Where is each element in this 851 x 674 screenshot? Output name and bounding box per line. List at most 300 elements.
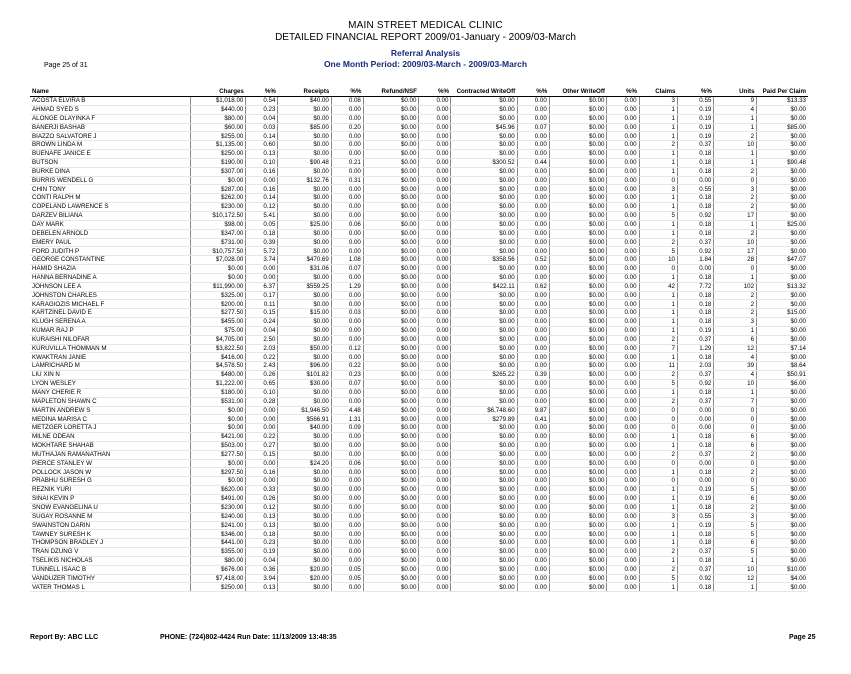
- row-value-cell: $0.00: [363, 415, 419, 424]
- row-value-cell: 0: [639, 176, 677, 185]
- row-value-cell: 0.00: [419, 424, 451, 433]
- row-value-cell: $85.00: [757, 123, 808, 132]
- row-value-cell: $0.00: [757, 530, 808, 539]
- row-value-cell: $0.00: [451, 380, 517, 389]
- row-value-cell: $0.00: [451, 220, 517, 229]
- row-value-cell: $0.00: [363, 291, 419, 300]
- row-value-cell: 0.00: [331, 229, 363, 238]
- row-value-cell: 0.21: [331, 158, 363, 167]
- row-value-cell: 10: [714, 565, 757, 574]
- row-value-cell: 5.72: [246, 247, 278, 256]
- row-value-cell: $0.00: [363, 521, 419, 530]
- row-value-cell: 0: [639, 459, 677, 468]
- row-value-cell: 3: [639, 97, 677, 106]
- row-value-cell: 0.00: [419, 406, 451, 415]
- row-value-cell: $0.00: [549, 335, 607, 344]
- row-value-cell: 0.55: [678, 97, 714, 106]
- row-value-cell: 0.55: [678, 512, 714, 521]
- row-value-cell: $0.00: [451, 114, 517, 123]
- row-value-cell: 0.03: [331, 309, 363, 318]
- row-value-cell: $0.00: [757, 238, 808, 247]
- row-name-cell: GEORGE CONSTANTINE: [30, 256, 190, 265]
- row-value-cell: $0.00: [278, 353, 331, 362]
- row-value-cell: 1: [639, 539, 677, 548]
- footer-report-by: Report By: ABC LLC: [30, 634, 99, 641]
- row-value-cell: 0.00: [517, 105, 549, 114]
- row-value-cell: $0.00: [757, 477, 808, 486]
- row-value-cell: $0.00: [757, 132, 808, 141]
- row-value-cell: $0.00: [451, 344, 517, 353]
- row-value-cell: $0.00: [757, 185, 808, 194]
- row-value-cell: 0.00: [607, 265, 639, 274]
- row-value-cell: $0.00: [549, 167, 607, 176]
- row-value-cell: $15.00: [757, 309, 808, 318]
- row-value-cell: 0.54: [246, 97, 278, 106]
- row-value-cell: 0.00: [607, 415, 639, 424]
- row-value-cell: $531.00: [190, 397, 246, 406]
- row-value-cell: 0.24: [246, 318, 278, 327]
- row-value-cell: 0.00: [419, 565, 451, 574]
- row-value-cell: $0.00: [278, 494, 331, 503]
- row-value-cell: $0.00: [549, 185, 607, 194]
- row-value-cell: 0.00: [419, 415, 451, 424]
- row-value-cell: 0.00: [419, 530, 451, 539]
- row-value-cell: $0.00: [549, 512, 607, 521]
- row-value-cell: $0.00: [451, 459, 517, 468]
- row-value-cell: 1: [714, 583, 757, 592]
- row-value-cell: $277.50: [190, 309, 246, 318]
- row-value-cell: 10: [714, 380, 757, 389]
- row-value-cell: 0.16: [246, 468, 278, 477]
- row-value-cell: $4,705.00: [190, 335, 246, 344]
- row-name-cell: VANDUZER TIMOTHY: [30, 574, 190, 583]
- row-value-cell: $1,946.50: [278, 406, 331, 415]
- table-row: [30, 132, 808, 141]
- row-value-cell: $0.00: [363, 335, 419, 344]
- row-value-cell: $0.00: [757, 459, 808, 468]
- row-value-cell: 0.07: [331, 265, 363, 274]
- row-value-cell: $0.00: [363, 132, 419, 141]
- table-row: [30, 459, 808, 468]
- row-value-cell: 0.00: [419, 238, 451, 247]
- row-value-cell: 1: [639, 273, 677, 282]
- row-value-cell: 0.13: [246, 150, 278, 159]
- row-value-cell: 0.00: [517, 388, 549, 397]
- row-value-cell: $255.00: [190, 132, 246, 141]
- row-value-cell: $0.00: [549, 539, 607, 548]
- row-value-cell: $0.00: [363, 380, 419, 389]
- row-value-cell: 7: [639, 344, 677, 353]
- row-value-cell: $98.00: [190, 220, 246, 229]
- row-value-cell: 0.00: [331, 468, 363, 477]
- row-value-cell: $0.00: [451, 273, 517, 282]
- row-value-cell: $0.00: [363, 530, 419, 539]
- row-value-cell: $0.00: [757, 353, 808, 362]
- row-value-cell: 0.13: [246, 521, 278, 530]
- row-value-cell: 0.00: [517, 397, 549, 406]
- row-value-cell: $0.00: [278, 150, 331, 159]
- row-value-cell: 0.39: [246, 238, 278, 247]
- table-row: [30, 539, 808, 548]
- row-value-cell: 0.00: [517, 556, 549, 565]
- row-value-cell: $0.00: [363, 114, 419, 123]
- row-value-cell: $0.00: [549, 415, 607, 424]
- row-value-cell: $0.00: [757, 211, 808, 220]
- row-value-cell: 0.00: [678, 406, 714, 415]
- row-value-cell: 0.00: [419, 291, 451, 300]
- table-row: [30, 415, 808, 424]
- row-value-cell: 3: [714, 318, 757, 327]
- row-value-cell: 0.19: [678, 326, 714, 335]
- row-value-cell: 2: [714, 132, 757, 141]
- row-value-cell: 0: [714, 415, 757, 424]
- row-value-cell: 1: [714, 273, 757, 282]
- table-row: [30, 477, 808, 486]
- row-value-cell: 0.00: [419, 539, 451, 548]
- row-value-cell: 0.37: [678, 371, 714, 380]
- row-value-cell: $277.50: [190, 450, 246, 459]
- row-value-cell: 0.00: [517, 247, 549, 256]
- row-value-cell: 0.00: [419, 433, 451, 442]
- row-value-cell: $0.00: [363, 583, 419, 592]
- row-value-cell: $10,757.50: [190, 247, 246, 256]
- row-value-cell: $0.00: [278, 247, 331, 256]
- row-value-cell: 0.00: [419, 114, 451, 123]
- row-value-cell: 0.00: [517, 433, 549, 442]
- row-value-cell: $0.00: [363, 282, 419, 291]
- row-value-cell: 0.13: [246, 583, 278, 592]
- row-value-cell: 5: [639, 380, 677, 389]
- row-value-cell: 0.00: [246, 415, 278, 424]
- row-value-cell: 0.18: [678, 441, 714, 450]
- row-value-cell: $0.00: [451, 335, 517, 344]
- table-row: [30, 211, 808, 220]
- row-value-cell: 0.00: [419, 450, 451, 459]
- row-name-cell: SNOW EVANGELINA U: [30, 503, 190, 512]
- row-value-cell: 42: [639, 282, 677, 291]
- row-value-cell: 1: [639, 388, 677, 397]
- row-value-cell: 3.94: [246, 574, 278, 583]
- report-subtitle: Referral Analysis: [390, 48, 461, 58]
- row-value-cell: 0.00: [607, 450, 639, 459]
- row-value-cell: $470.69: [278, 256, 331, 265]
- row-value-cell: 0.00: [419, 185, 451, 194]
- row-value-cell: 0.00: [517, 273, 549, 282]
- row-value-cell: 1: [714, 388, 757, 397]
- row-value-cell: 0.00: [517, 220, 549, 229]
- row-value-cell: 0.00: [607, 362, 639, 371]
- column-header: %%: [246, 80, 278, 97]
- row-value-cell: $0.00: [549, 380, 607, 389]
- row-value-cell: 0.00: [607, 176, 639, 185]
- row-value-cell: $180.00: [190, 388, 246, 397]
- row-name-cell: REZNIK YURI: [30, 486, 190, 495]
- row-value-cell: $0.00: [757, 441, 808, 450]
- row-value-cell: $0.00: [278, 556, 331, 565]
- row-value-cell: 0.00: [517, 583, 549, 592]
- row-value-cell: 0.00: [331, 300, 363, 309]
- row-value-cell: $0.00: [451, 167, 517, 176]
- row-value-cell: 0.00: [331, 388, 363, 397]
- row-value-cell: 0.18: [678, 530, 714, 539]
- row-value-cell: $0.00: [278, 521, 331, 530]
- row-name-cell: TAWNEY SURESH K: [30, 530, 190, 539]
- row-name-cell: BIAZZO SALVATORE J: [30, 132, 190, 141]
- row-value-cell: 0.00: [419, 97, 451, 106]
- row-value-cell: 0.12: [331, 344, 363, 353]
- row-value-cell: 2: [714, 194, 757, 203]
- row-value-cell: $0.00: [363, 406, 419, 415]
- row-value-cell: 0: [639, 424, 677, 433]
- row-value-cell: 0.00: [517, 344, 549, 353]
- row-value-cell: $0.00: [363, 459, 419, 468]
- row-value-cell: 0.00: [331, 211, 363, 220]
- row-value-cell: 0.37: [678, 450, 714, 459]
- row-value-cell: 0.44: [517, 158, 549, 167]
- row-value-cell: 6: [714, 335, 757, 344]
- row-value-cell: $0.00: [451, 486, 517, 495]
- row-name-cell: ACOSTA ELVIRA B: [30, 97, 190, 106]
- table-row: [30, 158, 808, 167]
- row-value-cell: 0.00: [607, 309, 639, 318]
- row-value-cell: 0.00: [517, 203, 549, 212]
- row-value-cell: $0.00: [278, 132, 331, 141]
- row-value-cell: 0.00: [419, 229, 451, 238]
- row-value-cell: $421.00: [190, 433, 246, 442]
- row-value-cell: $0.00: [451, 503, 517, 512]
- row-value-cell: $0.00: [451, 211, 517, 220]
- row-value-cell: $0.00: [451, 512, 517, 521]
- row-value-cell: 0.00: [607, 300, 639, 309]
- row-value-cell: 2: [639, 371, 677, 380]
- row-value-cell: $0.00: [757, 406, 808, 415]
- row-name-cell: PIERCE STANLEY W: [30, 459, 190, 468]
- row-value-cell: 0.37: [678, 565, 714, 574]
- row-value-cell: 7: [714, 397, 757, 406]
- row-value-cell: 0.04: [246, 326, 278, 335]
- row-value-cell: 0.00: [331, 521, 363, 530]
- row-value-cell: $1,222.00: [190, 380, 246, 389]
- row-value-cell: 0.00: [246, 265, 278, 274]
- row-value-cell: 0.00: [607, 380, 639, 389]
- row-value-cell: $50.00: [278, 344, 331, 353]
- row-value-cell: 0.00: [517, 211, 549, 220]
- row-value-cell: 0.14: [246, 132, 278, 141]
- row-value-cell: $0.00: [278, 211, 331, 220]
- row-value-cell: 0.00: [517, 521, 549, 530]
- row-value-cell: $0.00: [190, 176, 246, 185]
- row-value-cell: 0.37: [678, 397, 714, 406]
- row-value-cell: 0.18: [678, 503, 714, 512]
- row-value-cell: $241.00: [190, 521, 246, 530]
- row-value-cell: $0.00: [363, 309, 419, 318]
- row-value-cell: $0.00: [451, 362, 517, 371]
- row-value-cell: 0.00: [419, 441, 451, 450]
- row-value-cell: 0.00: [419, 150, 451, 159]
- row-value-cell: 0.00: [607, 123, 639, 132]
- row-value-cell: $0.00: [451, 229, 517, 238]
- row-value-cell: 0.00: [419, 247, 451, 256]
- row-value-cell: 0.00: [419, 353, 451, 362]
- row-value-cell: 1: [639, 158, 677, 167]
- row-value-cell: 0: [639, 265, 677, 274]
- row-value-cell: $0.00: [549, 158, 607, 167]
- row-value-cell: $265.22: [451, 371, 517, 380]
- row-value-cell: $10.00: [757, 565, 808, 574]
- row-value-cell: 0.00: [246, 424, 278, 433]
- row-value-cell: 0.00: [678, 424, 714, 433]
- row-value-cell: $0.00: [549, 97, 607, 106]
- row-value-cell: $85.00: [278, 123, 331, 132]
- row-value-cell: 2: [639, 565, 677, 574]
- row-value-cell: $0.00: [278, 486, 331, 495]
- row-value-cell: 2.50: [246, 335, 278, 344]
- row-value-cell: $0.00: [451, 521, 517, 530]
- row-value-cell: 0.00: [517, 185, 549, 194]
- row-value-cell: 0.22: [331, 362, 363, 371]
- row-value-cell: $0.00: [451, 150, 517, 159]
- row-value-cell: 10: [714, 238, 757, 247]
- row-value-cell: 1: [639, 105, 677, 114]
- row-value-cell: $0.00: [757, 556, 808, 565]
- row-value-cell: 6: [714, 441, 757, 450]
- row-value-cell: 0.00: [607, 203, 639, 212]
- row-name-cell: VATER THOMAS L: [30, 583, 190, 592]
- row-value-cell: $0.00: [190, 273, 246, 282]
- row-value-cell: 0: [714, 406, 757, 415]
- row-value-cell: 0.14: [246, 194, 278, 203]
- row-value-cell: 0.00: [419, 486, 451, 495]
- row-value-cell: 0.00: [607, 220, 639, 229]
- row-value-cell: 0.18: [678, 556, 714, 565]
- row-value-cell: 0.00: [331, 494, 363, 503]
- row-value-cell: 5: [714, 548, 757, 557]
- row-value-cell: 0.18: [678, 468, 714, 477]
- row-value-cell: 1: [639, 220, 677, 229]
- row-value-cell: 0.00: [607, 494, 639, 503]
- row-value-cell: $0.00: [549, 211, 607, 220]
- row-value-cell: $6,748.60: [451, 406, 517, 415]
- row-value-cell: 0.00: [607, 503, 639, 512]
- row-value-cell: 0.00: [607, 353, 639, 362]
- row-value-cell: $0.00: [451, 203, 517, 212]
- row-name-cell: MARTIN ANDREW S: [30, 406, 190, 415]
- table-row: [30, 238, 808, 247]
- table-row: [30, 450, 808, 459]
- table-row: [30, 371, 808, 380]
- row-value-cell: 0.00: [517, 441, 549, 450]
- table-row: [30, 185, 808, 194]
- row-value-cell: 0.18: [678, 388, 714, 397]
- column-header: %%: [331, 80, 363, 97]
- row-value-cell: $731.00: [190, 238, 246, 247]
- row-value-cell: $0.00: [549, 309, 607, 318]
- row-value-cell: $0.00: [549, 371, 607, 380]
- row-value-cell: 0.33: [246, 486, 278, 495]
- row-value-cell: $0.00: [757, 512, 808, 521]
- row-name-cell: MILNE ODEAN: [30, 433, 190, 442]
- row-value-cell: $297.50: [190, 468, 246, 477]
- row-value-cell: $50.91: [757, 371, 808, 380]
- row-value-cell: 0.23: [246, 105, 278, 114]
- row-value-cell: 0.20: [331, 123, 363, 132]
- row-value-cell: 0.31: [331, 176, 363, 185]
- row-name-cell: BROWN LINDA M: [30, 141, 190, 150]
- row-value-cell: 1: [639, 194, 677, 203]
- row-value-cell: $307.00: [190, 167, 246, 176]
- row-value-cell: 0.39: [517, 371, 549, 380]
- row-value-cell: $0.00: [549, 203, 607, 212]
- row-value-cell: 0.18: [678, 194, 714, 203]
- row-value-cell: $0.00: [278, 468, 331, 477]
- row-value-cell: 1: [639, 468, 677, 477]
- row-value-cell: 0.00: [607, 291, 639, 300]
- row-value-cell: 0.09: [331, 424, 363, 433]
- row-value-cell: $0.00: [363, 300, 419, 309]
- row-value-cell: $0.00: [363, 371, 419, 380]
- row-value-cell: 0.00: [331, 150, 363, 159]
- row-name-cell: LAMRICHARD M: [30, 362, 190, 371]
- row-value-cell: $0.00: [549, 468, 607, 477]
- row-value-cell: 0.00: [246, 406, 278, 415]
- row-value-cell: $0.00: [190, 459, 246, 468]
- row-name-cell: SUGAY ROSANNE M: [30, 512, 190, 521]
- row-value-cell: $0.00: [757, 194, 808, 203]
- row-value-cell: 0.00: [246, 459, 278, 468]
- row-value-cell: 1: [639, 433, 677, 442]
- row-value-cell: 0.00: [607, 97, 639, 106]
- row-value-cell: 0.00: [419, 176, 451, 185]
- row-value-cell: $0.00: [757, 291, 808, 300]
- row-value-cell: 0.00: [246, 273, 278, 282]
- row-value-cell: $0.00: [757, 335, 808, 344]
- row-value-cell: $0.00: [549, 530, 607, 539]
- row-name-cell: BUTSON: [30, 158, 190, 167]
- row-value-cell: 0.18: [678, 167, 714, 176]
- row-value-cell: 2: [639, 141, 677, 150]
- row-value-cell: 0.18: [678, 273, 714, 282]
- row-value-cell: $0.00: [363, 229, 419, 238]
- row-value-cell: $0.00: [363, 556, 419, 565]
- table-row: [30, 433, 808, 442]
- row-value-cell: 0.00: [607, 486, 639, 495]
- row-value-cell: $0.00: [549, 220, 607, 229]
- row-value-cell: $101.82: [278, 371, 331, 380]
- row-name-cell: BURKE DINA: [30, 167, 190, 176]
- row-value-cell: 0.00: [419, 300, 451, 309]
- row-value-cell: 0.27: [246, 441, 278, 450]
- row-value-cell: $0.00: [451, 477, 517, 486]
- row-value-cell: 1: [639, 203, 677, 212]
- row-value-cell: 1: [639, 291, 677, 300]
- row-value-cell: $0.00: [451, 494, 517, 503]
- row-value-cell: $0.00: [278, 141, 331, 150]
- row-value-cell: 11: [639, 362, 677, 371]
- row-value-cell: 0.00: [607, 194, 639, 203]
- row-value-cell: $0.00: [549, 150, 607, 159]
- row-value-cell: $279.89: [451, 415, 517, 424]
- row-value-cell: 2: [714, 300, 757, 309]
- table-row: [30, 406, 808, 415]
- row-name-cell: MOKHTARE SHAHAB: [30, 441, 190, 450]
- row-value-cell: 0.92: [678, 247, 714, 256]
- row-value-cell: $4.00: [757, 574, 808, 583]
- row-value-cell: $0.00: [549, 123, 607, 132]
- row-value-cell: $0.00: [363, 211, 419, 220]
- row-value-cell: 0.00: [607, 539, 639, 548]
- row-value-cell: $559.25: [278, 282, 331, 291]
- row-value-cell: 0.03: [246, 123, 278, 132]
